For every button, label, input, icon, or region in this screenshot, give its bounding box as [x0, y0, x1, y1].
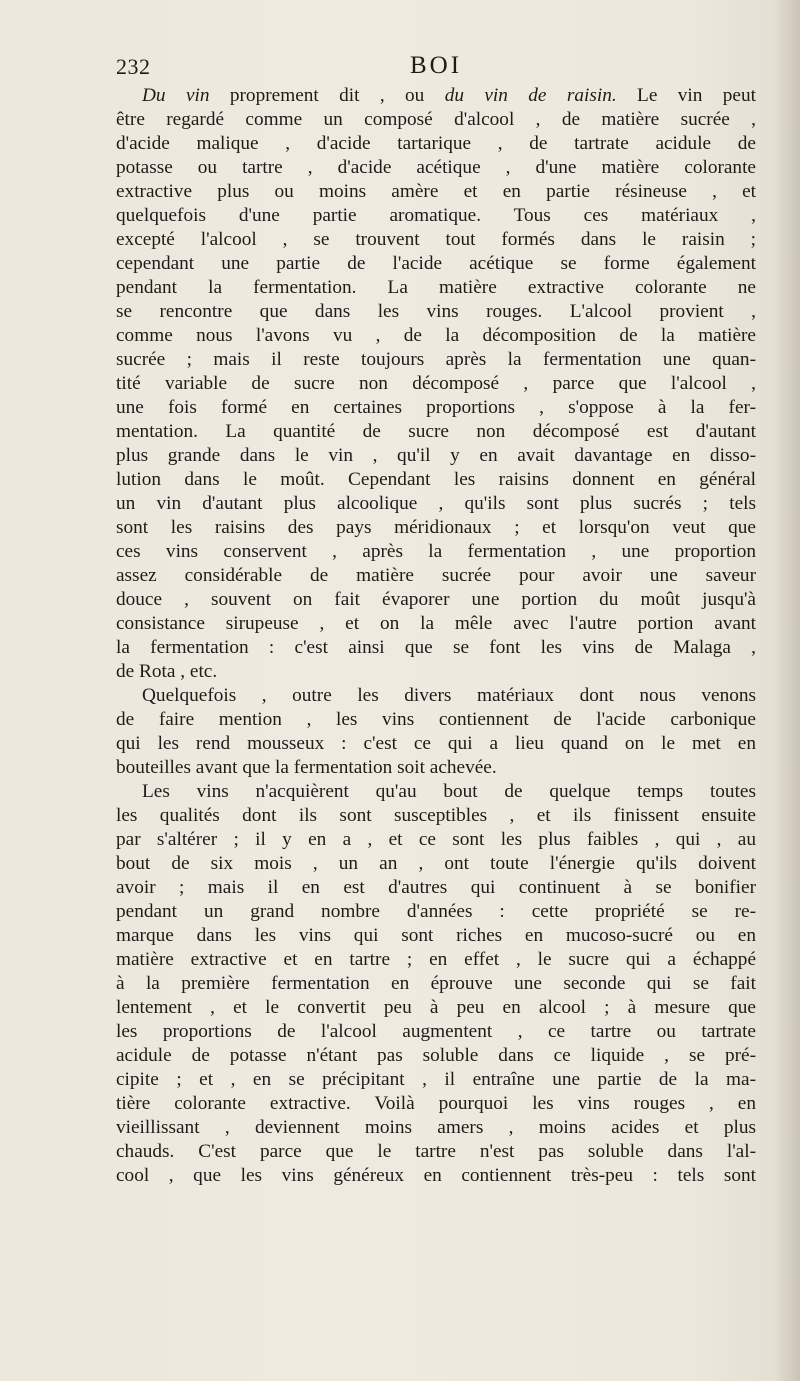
text-line: de Rota , etc. [116, 661, 218, 682]
italic-text: Du vin [142, 85, 210, 106]
text-line: les qualités dont ils sont susceptibles , et ils finissent ensuite [116, 805, 756, 826]
text-line: une fois formé en certaines proportions , s'oppose à la fer- [116, 397, 756, 418]
text-line: douce , souvent on fait évaporer une portion du moût jusqu'à [116, 589, 756, 610]
text-line: cipite ; et , en se précipitant , il entraîne une partie de la ma- [116, 1069, 756, 1090]
text-line: être regardé comme un composé d'alcool , de matière sucrée , [116, 109, 756, 130]
text-line: par s'altérer ; il y en a , et ce sont les plus faibles , qui , au [116, 829, 756, 850]
text-line: consistance sirupeuse , et on la mêle avec l'autre portion avant [116, 613, 756, 634]
text-line: lution dans le moût. Cependant les raisins donnent en général [116, 469, 756, 490]
text-line: vieillissant , deviennent moins amers , moins acides et plus [116, 1117, 756, 1138]
text-line: matière extractive et en tartre ; en effet , le sucre qui a échappé [116, 949, 756, 970]
text-line: cool , que les vins généreux en contiennent très-peu : tels sont [116, 1165, 756, 1186]
italic-text: du vin de raisin. [444, 85, 617, 106]
text-line [116, 84, 756, 108]
paragraph [116, 780, 756, 1188]
text-segment: Le vin peut [616, 85, 756, 106]
text-line: tité variable de sucre non décomposé , parce que l'alcool , [116, 373, 756, 394]
text-line: d'acide malique , d'acide tartarique , de tartrate acidule de [116, 133, 756, 154]
text-line: avoir ; mais il en est d'autres qui continuent à se bonifier [116, 877, 756, 898]
page-edge-shadow [774, 0, 800, 1381]
text-line: un vin d'autant plus alcoolique , qu'ils sont plus sucrés ; tels [116, 493, 756, 514]
page-number: 232 [116, 54, 151, 79]
text-line: plus grande dans le vin , qu'il y en avait davantage en disso- [116, 445, 756, 466]
text-line: de faire mention , les vins contiennent de l'acide carbonique [116, 709, 756, 730]
text-line: ces vins conservent , après la fermentation , une proportion [116, 541, 756, 562]
text-line: chauds. C'est parce que le tartre n'est pas soluble dans l'al- [116, 1141, 756, 1162]
text-line: à la première fermentation en éprouve une seconde qui se fait [116, 973, 756, 994]
text-line: sont les raisins des pays méridionaux ; et lorsqu'on veut que [116, 517, 756, 538]
text-line: se rencontre que dans les vins rouges. L'alcool provient , [116, 301, 756, 322]
running-head: BOI [409, 52, 463, 79]
text-line: qui les rend mousseux : c'est ce qui a lieu quand on le met en [116, 733, 756, 754]
text-line: lentement , et le convertit peu à peu en alcool ; à mesure que [116, 997, 756, 1018]
page-header [116, 50, 756, 84]
paragraph [116, 84, 756, 684]
text-line: tière colorante extractive. Voilà pourquoi les vins rouges , en [116, 1093, 756, 1114]
text-line: quelquefois d'une partie aromatique. Tous ces matériaux , [116, 205, 756, 226]
text-line: pendant un grand nombre d'années : cette propriété se re- [116, 901, 756, 922]
text-line: marque dans les vins qui sont riches en mucoso-sucré ou en [116, 925, 756, 946]
text-line: Les vins n'acquièrent qu'au bout de quelque temps toutes [142, 781, 756, 802]
text-line: sucrée ; mais il reste toujours après la fermentation une quan- [116, 349, 756, 370]
text-line: potasse ou tartre , d'acide acétique , d'une matière colorante [116, 157, 756, 178]
text-line: cependant une partie de l'acide acétique se forme également [116, 253, 756, 274]
text-line: excepté l'alcool , se trouvent tout formés dans le raisin ; [116, 229, 756, 250]
text-line: pendant la fermentation. La matière extractive colorante ne [116, 277, 756, 298]
text-line: la fermentation : c'est ainsi que se font les vins de Malaga , [116, 637, 756, 658]
text-line: bout de six mois , un an , ont toute l'énergie qu'ils doivent [116, 853, 756, 874]
text-line: Quelquefois , outre les divers matériaux dont nous venons [142, 685, 756, 706]
text-line: assez considérable de matière sucrée pour avoir une saveur [116, 565, 756, 586]
text-line: bouteilles avant que la fermentation soit achevée. [116, 757, 497, 778]
text-line: comme nous l'avons vu , de la décomposition de la matière [116, 325, 756, 346]
text-line: extractive plus ou moins amère et en partie résineuse , et [116, 181, 756, 202]
text-line: mentation. La quantité de sucre non décomposé est d'autant [116, 421, 756, 442]
text-line: les proportions de l'alcool augmentent , ce tartre ou tartrate [116, 1021, 756, 1042]
paragraph [116, 684, 756, 780]
text-line: acidule de potasse n'étant pas soluble dans ce liquide , se pré- [116, 1045, 756, 1066]
text-segment: proprement dit , ou [209, 85, 445, 106]
body-text [116, 84, 756, 1188]
